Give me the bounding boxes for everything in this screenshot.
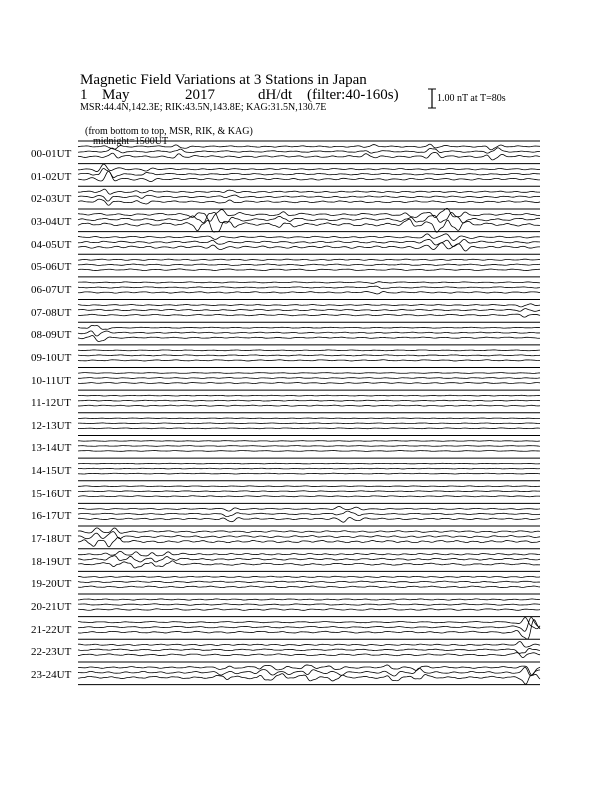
row-label: 10-11UT: [31, 374, 71, 387]
trace-rik: [78, 491, 540, 492]
trace-rik: [78, 355, 540, 356]
trace-msr: [78, 674, 540, 684]
row-label: 01-02UT: [31, 170, 72, 183]
trace-rik: [78, 511, 540, 517]
trace-kag: [78, 528, 540, 533]
filter-label: (filter:40-160s): [307, 87, 399, 103]
row-label: 14-15UT: [31, 465, 72, 478]
trace-rik: [78, 195, 540, 201]
row-label: 20-21UT: [31, 601, 72, 613]
trace-rik: [78, 617, 540, 631]
trace-rik: [78, 309, 540, 312]
scale-bar: [428, 89, 436, 108]
station-coordinates: MSR:44.4N,142.3E; RIK:43.5N,143.8E; KAG:31.5N,130.7E: [80, 102, 327, 113]
trace-kag: [78, 599, 540, 600]
trace-msr: [78, 653, 540, 658]
trace-msr: [78, 405, 540, 406]
trace-kag: [78, 325, 540, 329]
trace-kag: [78, 486, 540, 487]
trace-rik: [78, 581, 540, 582]
row-label: 03-04UT: [31, 215, 72, 228]
row-label: 16-17UT: [31, 510, 72, 523]
trace-msr: [78, 496, 540, 497]
row-label: 13-14UT: [31, 442, 72, 455]
row-label: 07-08UT: [31, 306, 72, 319]
trace-rik: [78, 446, 540, 447]
date-month: May: [102, 87, 130, 103]
trace-msr: [78, 428, 540, 429]
trace-kag: [78, 373, 540, 374]
trace-kag: [78, 551, 540, 556]
trace-kag: [78, 642, 540, 648]
trace-msr: [78, 473, 540, 474]
trace-rik: [78, 331, 540, 336]
trace-kag: [78, 259, 540, 260]
trace-rik: [78, 239, 540, 246]
trace-msr: [78, 314, 540, 317]
trace-kag: [78, 441, 540, 442]
trace-rik: [78, 423, 540, 424]
date-year: 2017: [185, 87, 215, 103]
trace-kag: [78, 234, 540, 241]
row-label: 18-19UT: [31, 555, 72, 568]
trace-kag: [78, 463, 540, 464]
trace-msr: [78, 243, 540, 251]
trace-kag: [78, 282, 540, 284]
station-order-note: [80, 117, 253, 147]
trace-kag: [78, 304, 540, 307]
row-label: 22-23UT: [31, 646, 72, 659]
scale-bar-label: 1.00 nT at T=80s: [437, 93, 506, 104]
trace-rik: [78, 468, 540, 469]
row-label: 15-16UT: [31, 487, 72, 500]
trace-kag: [78, 164, 540, 171]
trace-rik: [78, 400, 540, 401]
trace-rik: [78, 604, 540, 605]
trace-msr: [78, 561, 540, 568]
row-label: 05-06UT: [31, 261, 72, 274]
trace-rik: [78, 286, 540, 288]
row-label: 08-09UT: [31, 329, 72, 342]
trace-rik: [78, 532, 540, 539]
trace-msr: [78, 269, 540, 271]
trace-rik: [78, 378, 540, 379]
chart-title: Magnetic Field Variations at 3 Stations in Japan: [80, 72, 367, 88]
midnight-note: midnight=1500UT: [93, 136, 169, 147]
row-label: 02-03UT: [31, 193, 72, 206]
trace-msr: [78, 451, 540, 452]
order-note: (from bottom to top, MSR, RIK, & KAG): [85, 126, 253, 137]
trace-rik: [78, 264, 540, 265]
trace-msr: [78, 609, 540, 611]
trace-kag: [78, 576, 540, 577]
row-label: 09-10UT: [31, 351, 72, 364]
trace-kag: [78, 506, 540, 511]
row-label: 21-22UT: [31, 623, 72, 636]
trace-kag: [78, 350, 540, 351]
trace-msr: [78, 152, 540, 159]
date-day: 1: [80, 87, 88, 103]
trace-kag: [78, 395, 540, 396]
row-label: 17-18UT: [31, 533, 72, 546]
trace-msr: [78, 518, 540, 523]
trace-msr: [78, 360, 540, 361]
row-label: 19-20UT: [31, 578, 72, 591]
row-label: 12-13UT: [31, 419, 72, 432]
trace-rik: [78, 649, 540, 654]
row-label: 04-05UT: [31, 238, 72, 251]
row-label: 06-07UT: [31, 283, 72, 296]
trace-kag: [78, 418, 540, 419]
row-label: 00-01UT: [31, 148, 72, 160]
trace-msr: [78, 586, 540, 588]
row-label: 23-24UT: [31, 668, 72, 681]
row-label: 11-12UT: [31, 397, 71, 410]
trace-msr: [78, 292, 540, 294]
trace-msr: [78, 219, 540, 232]
quantity-label: dH/dt: [258, 87, 293, 103]
trace-msr: [78, 383, 540, 384]
trace-msr: [78, 199, 540, 205]
trace-rik: [78, 148, 540, 153]
trace-msr: [78, 537, 540, 547]
trace-rik: [78, 667, 540, 676]
trace-rik: [78, 556, 540, 562]
trace-msr: [78, 336, 540, 342]
trace-kag: [78, 189, 540, 194]
